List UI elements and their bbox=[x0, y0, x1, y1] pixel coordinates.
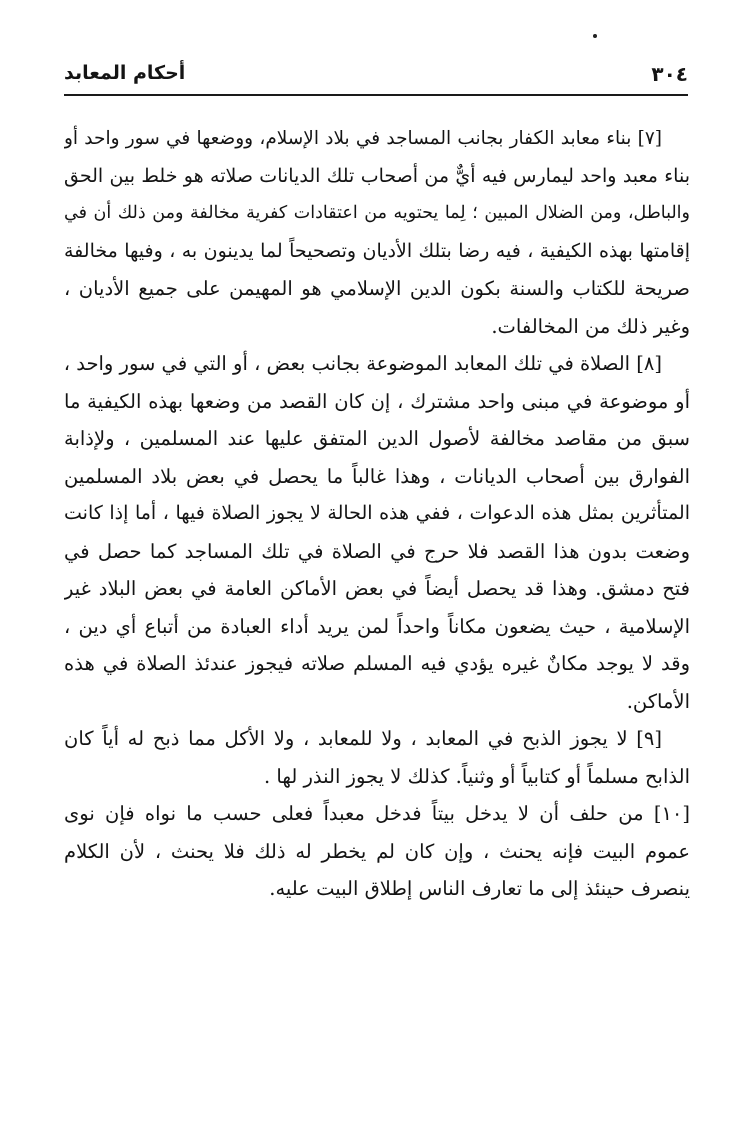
header-rule bbox=[64, 94, 688, 96]
text-line: ينصرف حينئذ إلى ما تعارف الناس إطلاق البيت عليه. bbox=[269, 877, 690, 900]
paragraph-10 bbox=[64, 795, 690, 908]
text-line: [٧] بناء معابد الكفار بجانب المساجد في بلاد الإسلام، ووضعها في سور واحد أو bbox=[64, 128, 662, 149]
text-line: والباطل، ومن الضلال المبين ؛ لِما يحتويه من اعتقادات كفرية مخالفة ومن ذلك أن في bbox=[64, 203, 690, 223]
page-header bbox=[64, 56, 688, 96]
paragraph-8 bbox=[64, 345, 690, 720]
text-line: [٩] لا يجوز الذبح في المعابد ، ولا للمعابد ، ولا الأكل مما ذبح له أياً كان bbox=[64, 727, 662, 750]
page-number: ٣٠٤ bbox=[651, 62, 688, 86]
text-line: فتح دمشق. وهذا قد يحصل أيضاً في بعض الأماكن العامة في بعض البلاد غير bbox=[64, 577, 690, 600]
text-line: سبق من مقاصد مخالفة لأصول الدين المتفق عليها عند المسلمين ، ولإذابة bbox=[64, 427, 690, 450]
running-title: أحكام المعابد bbox=[64, 62, 186, 84]
text-line: عموم البيت فإنه يحنث ، وإن كان لم يخطر له ذلك فلا يحنث ، لأن الكلام bbox=[64, 839, 690, 863]
body-text bbox=[64, 120, 690, 908]
paragraph-9 bbox=[64, 720, 690, 795]
text-line: الذابح مسلماً أو كتابياً أو وثنياً. كذلك لا يجوز النذر لها . bbox=[264, 764, 690, 788]
text-line: صريحة للكتاب والسنة بكون الدين الإسلامي هو المهيمن على جميع الأديان ، bbox=[64, 277, 690, 300]
scan-speck bbox=[593, 34, 597, 38]
text-line: وقد لا يوجد مكانٌ غيره يؤدي فيه المسلم صلاته فيجوز عندئذ الصلاة في هذه bbox=[64, 652, 690, 675]
text-line: وغير ذلك من المخالفات. bbox=[491, 314, 690, 338]
text-line: أو موضوعة في مبنى واحد مشترك ، إن كان القصد من وضعها بهذه الكيفية ما bbox=[64, 389, 690, 413]
text-line: وضعت بدون هذا القصد فلا حرج في الصلاة في تلك المساجد كما حصل في bbox=[64, 539, 690, 563]
text-line: الأماكن. bbox=[626, 689, 690, 713]
text-line: الفوارق بين أصحاب الديانات ، وهذا غالباً ما يحصل في بعض بلاد المسلمين bbox=[64, 464, 690, 488]
text-line: [٨] الصلاة في تلك المعابد الموضوعة بجانب بعض ، أو التي في سور واحد ، bbox=[64, 352, 662, 375]
paragraph-7 bbox=[64, 120, 690, 345]
text-line: إقامتها بهذه الكيفية ، فيه رضا بتلك الأديان وتصحيحاً لما يدينون به ، وفيها مخالفة bbox=[64, 239, 690, 262]
text-line: الإسلامية ، حيث يضعون مكاناً واحداً لمن يريد أداء العبادة من أتباع أي دين ، bbox=[64, 614, 690, 638]
text-line: بناء معبد واحد ليمارس فيه أيٌّ من أصحاب تلك الديانات صلاته هو خلط بين الحق bbox=[64, 164, 690, 187]
text-line: [١٠] من حلف أن لا يدخل بيتاً فدخل معبداً فعلى حسب ما نواه فإن نوى bbox=[64, 802, 690, 825]
text-line: المتأثرين بمثل هذه الدعوات ، ففي هذه الحالة لا يجوز الصلاة فيها ، أما إذا كانت bbox=[64, 502, 690, 524]
